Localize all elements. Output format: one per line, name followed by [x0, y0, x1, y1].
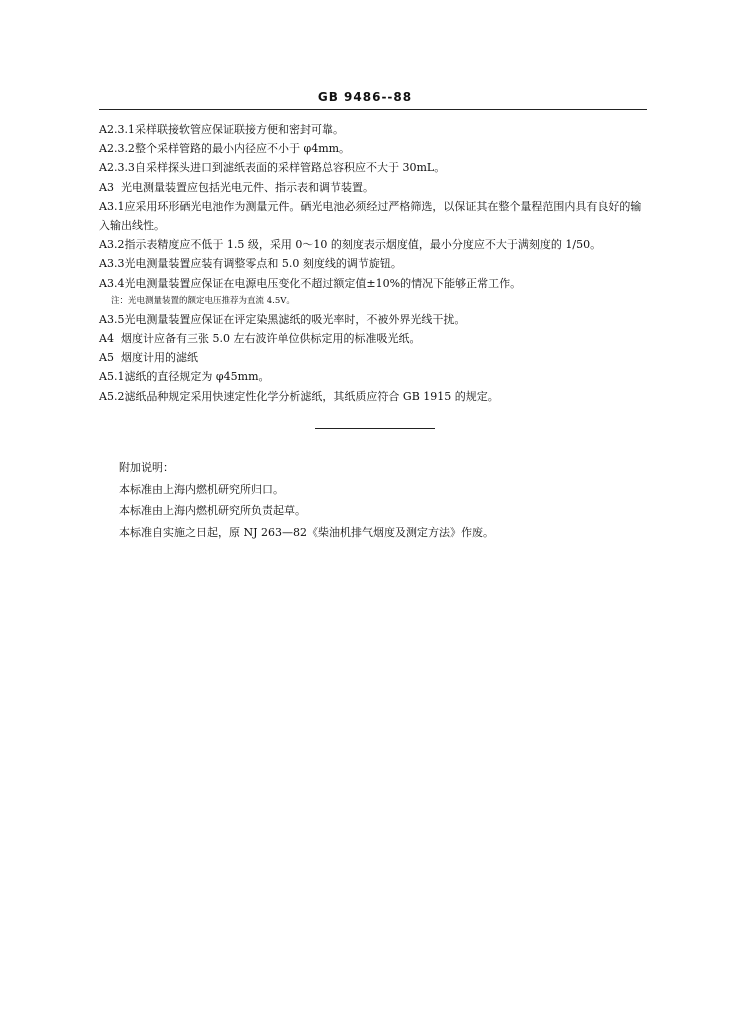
document-body	[99, 120, 651, 406]
clause-text: 采样联接软管应保证联接方便和密封可靠。	[135, 123, 344, 136]
additional-heading: 附加说明：	[119, 461, 174, 474]
clause-text: 烟度计应备有三张 5.0 左右波许单位供标定用的标准吸光纸。	[121, 332, 421, 346]
clause-text: 自采样探头进口到滤纸表面的采样管路总容积应不大于 30mL。	[135, 161, 446, 175]
clause-a2-3-2	[99, 139, 651, 158]
clause-number: A3.1	[99, 199, 125, 213]
clause-text: 整个采样管路的最小内径应不小于 φ4mm。	[135, 142, 351, 156]
clause-number: A3.3	[99, 257, 125, 271]
clause-number: A4	[99, 332, 114, 346]
clause-number: A5.2	[99, 389, 125, 403]
clause-text: 滤纸品种规定采用快速定性化学分析滤纸，其纸质应符合 GB 1915 的规定。	[124, 389, 499, 403]
clause-number: A3.4	[99, 276, 125, 290]
clause-a3-5	[99, 310, 651, 329]
clause-number: A5	[99, 351, 114, 365]
clause-number: A2.3.1	[99, 123, 135, 136]
clause-a3-3	[99, 254, 651, 273]
clause-text: 滤纸的直径规定为 φ45mm。	[124, 370, 270, 384]
clause-a4	[99, 329, 651, 348]
clause-a3-4	[99, 274, 651, 293]
clause-a3	[99, 178, 651, 197]
additional-line: 本标准自实施之日起，原 NJ 263—82《柴油机排气烟度及测定方法》作废。	[119, 525, 495, 539]
section-divider	[315, 428, 435, 429]
clause-text: 指示表精度应不低于 1.5 级，采用 0～10 的刻度表示烟度值，最小分度应不大于满刻度的 1/50。	[124, 238, 602, 252]
header-rule	[99, 109, 647, 110]
clause-text: 光电测量装置应装有调整零点和 5.0 刻度线的调节旋钮。	[124, 257, 402, 271]
clause-number: A3.2	[99, 238, 125, 252]
clause-number: A3.5	[99, 312, 125, 326]
clause-a5-2	[99, 387, 651, 406]
clause-number: A3	[99, 180, 114, 194]
clause-note: 注：光电测量装置的额定电压推荐为直流 4.5V。	[111, 295, 295, 306]
clause-text: 光电测量装置应保证在电源电压变化不超过额定值±10%的情况下能够正常工作。	[124, 276, 522, 290]
clause-a5	[99, 348, 651, 367]
clause-text: 应采用环形硒光电池作为测量元件。硒光电池必须经过严格筛选，以保证其在整个量程范围内具有良好的输入输出线性。	[99, 199, 642, 233]
clause-a3-1	[99, 197, 651, 235]
clause-number: A2.3.3	[99, 161, 135, 175]
additional-line: 本标准由上海内燃机研究所负责起草。	[119, 504, 306, 517]
clause-number: A2.3.2	[99, 142, 135, 156]
clause-text: 烟度计用的滤纸	[121, 351, 198, 365]
clause-text: 光电测量装置应包括光电元件、指示表和调节装置。	[121, 180, 374, 194]
clause-a2-3-1	[99, 120, 651, 139]
additional-line: 本标准由上海内燃机研究所归口。	[119, 482, 284, 496]
page-header: GB 9486--88	[317, 90, 413, 104]
clause-a5-1	[99, 367, 651, 386]
clause-text: 光电测量装置应保证在评定染黑滤纸的吸光率时，不被外界光线干扰。	[124, 312, 466, 326]
clause-number: A5.1	[99, 370, 125, 384]
clause-a2-3-3	[99, 158, 651, 177]
additional-notes	[119, 457, 639, 543]
clause-a3-2	[99, 235, 651, 254]
